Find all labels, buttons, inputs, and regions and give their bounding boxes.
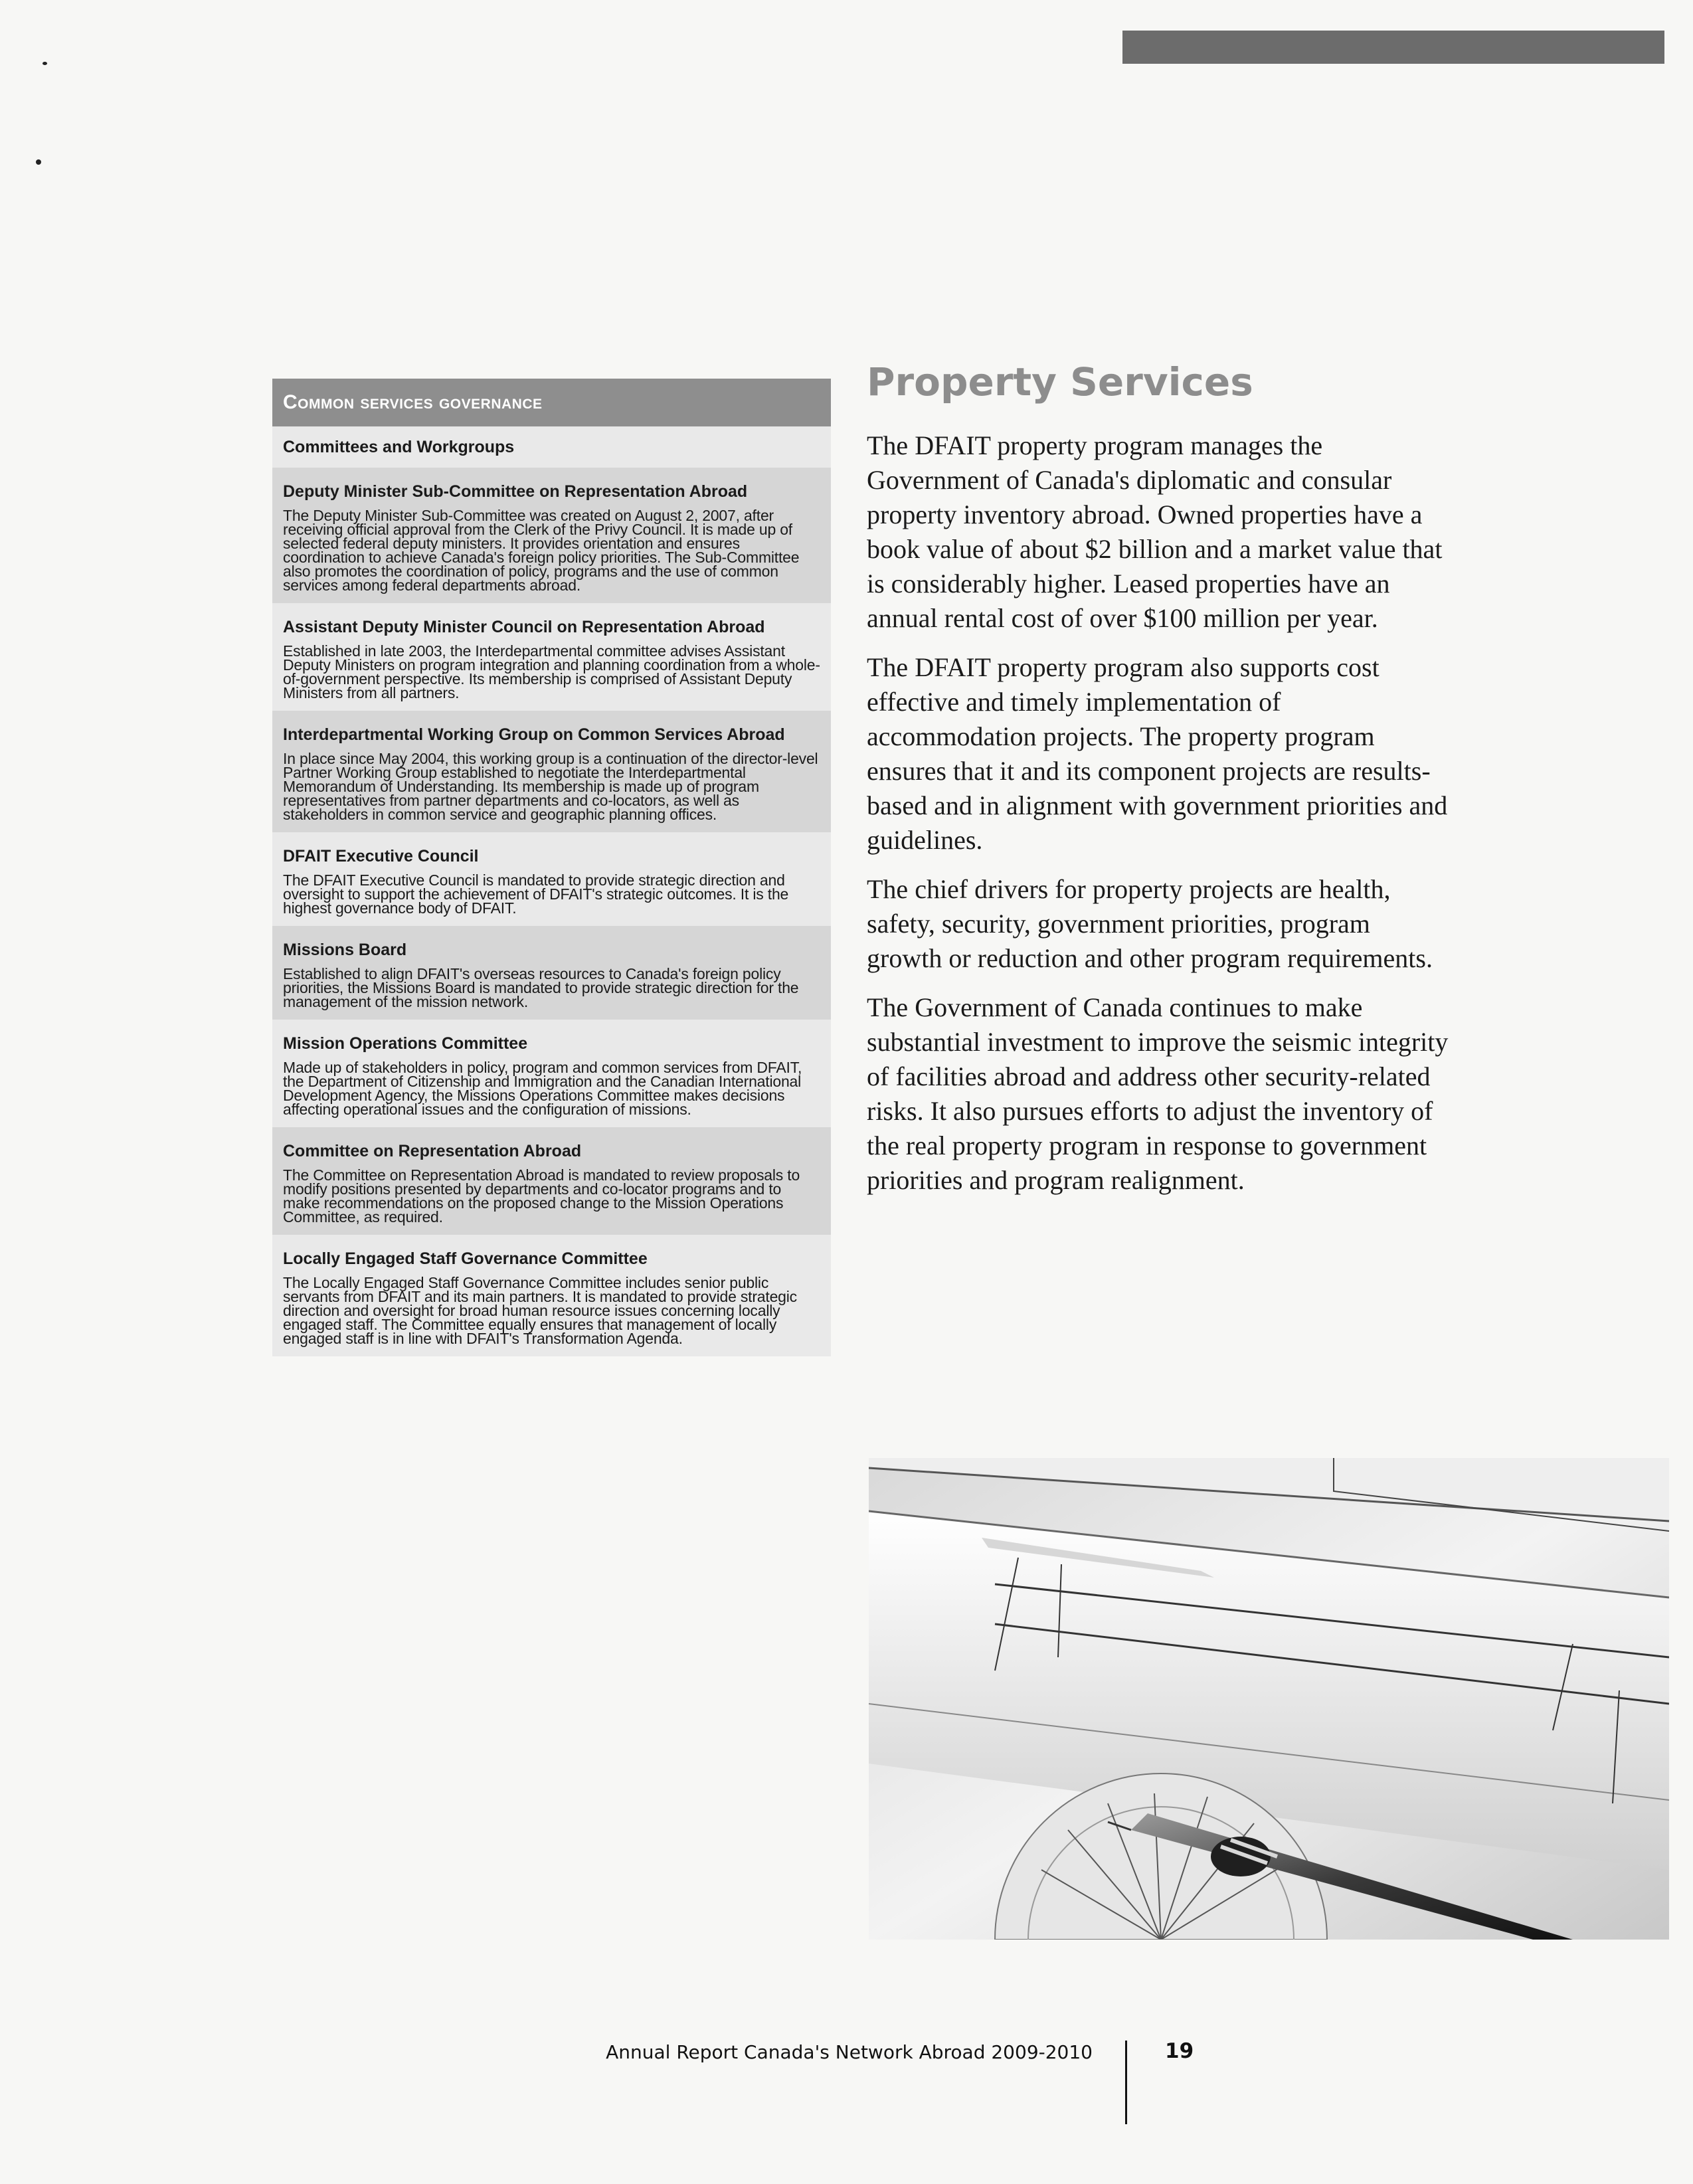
- sidebar-section: [272, 832, 831, 926]
- page-number: 19: [1165, 2039, 1194, 2063]
- sidebar-section: [272, 468, 831, 603]
- sidebar-section: [272, 926, 831, 1020]
- article-paragraph: The DFAIT property program manages the Government of Canada's diplomatic and consular property inventory abroad. Owned properties have a book value of about $2 billion and a market value that is considerably higher. Leased properties have an annual rental cost of over $100 million per year.: [867, 430, 1443, 633]
- sidebar-subtitle: Committees and Workgroups: [272, 426, 831, 468]
- top-color-bar: [1122, 31, 1664, 64]
- main-article: [867, 355, 1451, 1212]
- section-body: In place since May 2004, this working group is a continuation of the director-level Partner Working Group established to negotiate the Interdepartmental Memorandum of Understanding. Its membership is made up of program representatives from partner departments and co-locators, as well as stakeholders in common service and geographic planning offices.: [283, 750, 818, 823]
- sidebar-section: [272, 1127, 831, 1235]
- section-body: Made up of stakeholders in policy, program and common services from DFAIT, the Department of Citizenship and Immigration and the Canadian International Development Agency, the Missions Operations Committee makes decisions affecting operational issues and the configuration of missions.: [283, 1059, 802, 1118]
- article-paragraph: The DFAIT property program also supports cost effective and timely implementation of accommodation projects. The property program ensures that it and its component projects are results-based and in alignment with government priorities and guidelines.: [867, 652, 1448, 855]
- scan-speck: [36, 159, 41, 165]
- footer-divider: [1125, 2041, 1127, 2124]
- section-heading: Mission Operations Committee: [283, 1034, 528, 1053]
- article-heading: Property Services: [867, 359, 1253, 405]
- section-body: The Committee on Representation Abroad is mandated to review proposals to modify positions presented by departments and co-locator programs and to make recommendations on the proposed change to the Mission Operations Committee, as required.: [283, 1166, 800, 1226]
- blueprint-photo-illustration: [869, 1458, 1669, 1940]
- section-heading: Assistant Deputy Minister Council on Representation Abroad: [283, 618, 765, 636]
- article-paragraph: The chief drivers for property projects are health, safety, security, government priorities, program growth or reduction and other program requirements.: [867, 874, 1433, 973]
- section-body: The Locally Engaged Staff Governance Committee includes senior public servants from DFAIT and its main partners. It is mandated to provide strategic direction and oversight for broad human resource issues concerning locally engaged staff. The Committee equally ensures that management of locally engaged staff is in line with DFAIT's Transformation Agenda.: [283, 1274, 797, 1347]
- sidebar-section: [272, 1235, 831, 1356]
- blueprint-photo: [869, 1458, 1669, 1940]
- section-heading: Interdepartmental Working Group on Common Services Abroad: [283, 725, 785, 744]
- sidebar-section: [272, 1020, 831, 1127]
- section-body: Established in late 2003, the Interdepartmental committee advises Assistant Deputy Ministers on program integration and planning coordination from a whole-of-government perspective. Its membership is comprised of Assistant Deputy Ministers from all partners.: [283, 642, 820, 701]
- sidebar-section: [272, 711, 831, 832]
- section-heading: DFAIT Executive Council: [283, 847, 479, 865]
- section-heading: Missions Board: [283, 941, 407, 959]
- sidebar-title: Common services governance: [272, 379, 831, 426]
- governance-sidebar: [272, 379, 831, 1356]
- section-heading: Locally Engaged Staff Governance Committee: [283, 1249, 648, 1268]
- section-body: The Deputy Minister Sub-Committee was created on August 2, 2007, after receiving official approval from the Clerk of the Privy Council. It is made up of selected federal deputy ministers. It provides orientation and ensures coordination to achieve Canada's foreign policy priorities. The Sub-Committee also promotes the coordination of policy, programs and the use of common services among federal departments abroad.: [283, 507, 800, 594]
- section-body: The DFAIT Executive Council is mandated to provide strategic direction and oversight to support the achievement of DFAIT's strategic outcomes. It is the highest governance body of DFAIT.: [283, 871, 789, 917]
- section-heading: Deputy Minister Sub-Committee on Representation Abroad: [283, 482, 748, 501]
- sidebar-section: [272, 603, 831, 711]
- article-paragraph: The Government of Canada continues to make substantial investment to improve the seismic integrity of facilities abroad and address other security-related risks. It also pursues efforts to adjust the inventory of the real property program in response to government priorities and program realignment.: [867, 992, 1449, 1195]
- section-body: Established to align DFAIT's overseas resources to Canada's foreign policy priorities, the Missions Board is mandated to provide strategic direction for the management of the mission network.: [283, 965, 799, 1010]
- footer-title: Annual Report Canada's Network Abroad 2009-2010: [606, 2041, 1093, 2063]
- scan-speck: [43, 62, 47, 65]
- section-heading: Committee on Representation Abroad: [283, 1142, 582, 1160]
